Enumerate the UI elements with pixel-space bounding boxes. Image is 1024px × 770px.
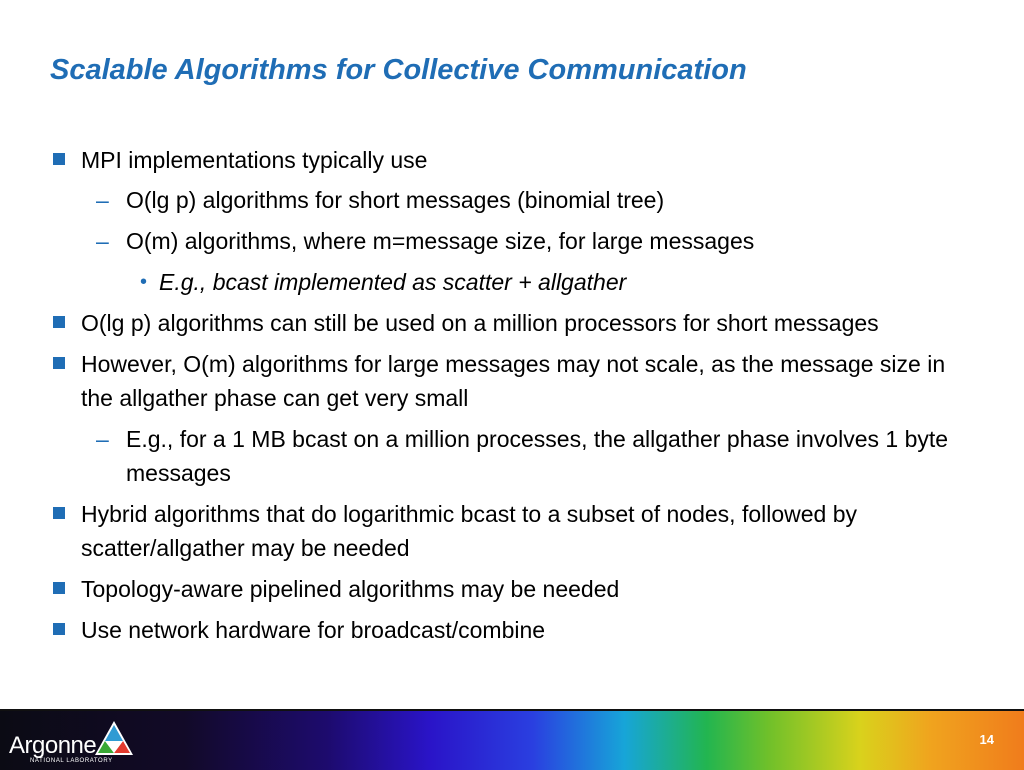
dash-bullet-icon: – [96,187,109,213]
sub-bullet-item [52,224,952,258]
slide-title: Scalable Algorithms for Collective Communication [50,54,747,86]
bullet-item [52,497,952,565]
footer-bar [0,709,1024,770]
page-number: 14 [979,732,994,747]
dash-bullet-icon: – [96,228,109,254]
bullet-text: Use network hardware for broadcast/combine [81,617,546,643]
bullet-item [52,572,952,606]
bullet-item [52,347,952,415]
dot-bullet-icon: • [140,271,148,293]
bullet-item [52,613,952,647]
sub-bullet-text: E.g., for a 1 MB bcast on a million processes, the allgather phase involves 1 byte messages [126,426,949,486]
square-bullet-icon [53,357,65,369]
argonne-triangle-logo-icon [93,719,135,761]
bullet-text: Topology-aware pipelined algorithms may be needed [81,576,620,602]
sub-bullet-text: O(lg p) algorithms for short messages (binomial tree) [126,187,665,213]
square-bullet-icon [53,582,65,594]
sub-bullet-text: O(m) algorithms, where m=message size, for large messages [126,228,755,254]
square-bullet-icon [53,153,65,165]
slide-content [52,143,952,654]
bullet-text: However, O(m) algorithms for large messages may not scale, as the message size in the allgather phase can get very small [81,351,946,411]
square-bullet-icon [53,623,65,635]
sub-bullet-item [52,183,952,217]
bullet-text: MPI implementations typically use [81,147,428,173]
square-bullet-icon [53,316,65,328]
logo-subtext: NATIONAL LABORATORY [30,758,113,764]
bullet-text: Hybrid algorithms that do logarithmic bcast to a subset of nodes, followed by scatter/allgather may be needed [81,501,858,561]
sub-sub-bullet-item [52,265,952,299]
square-bullet-icon [53,507,65,519]
bullet-text: O(lg p) algorithms can still be used on a million processors for short messages [81,310,879,336]
bullet-item [52,143,952,177]
logo-text: Argonne [9,732,97,759]
sub-bullet-item [52,422,952,490]
bullet-item [52,306,952,340]
dash-bullet-icon: – [96,426,109,452]
sub-sub-bullet-text: E.g., bcast implemented as scatter + allgather [159,269,627,295]
